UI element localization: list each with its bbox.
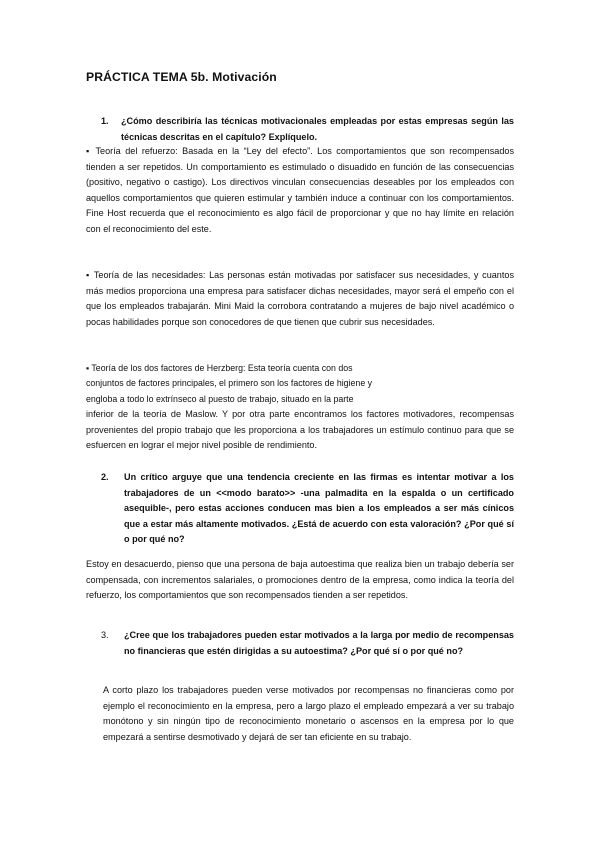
question-1 [101,114,514,145]
question-3-text: ¿Cree que los trabajadores pueden estar motivados a la larga por medio de recompensas no financieras que estén dirigidas a su autoestima? ¿Por qué sí o por qué no? [124,630,514,656]
question-1-text: ¿Cómo describiría las técnicas motivacionales empleadas por estas empresas según las técnicas descritas en el capítulo? Explíquelo. [121,116,514,142]
question-3 [101,628,514,659]
answer-1-herzberg-line-1: ▪ Teoría de los dos factores de Herzberg: Esta teoría cuenta con dos [86,363,353,373]
answer-2: Estoy en desacuerdo, pienso que una persona de baja autoestima que realiza bien un trabajo debería ser compensada, con incrementos salariales, o promociones dentro de la empresa, como indica la teoría del refuerzo, los comportamientos que son recompensados tienden a ser repetidos. [86,559,514,600]
question-1-number: 1. [101,116,109,126]
page-title: PRÁCTICA TEMA 5b. Motivación [86,70,277,84]
answer-1-refuerzo: ▪ Teoría del refuerzo: Basada en la “Ley del efecto”. Los comportamientos que son recompensados tienden a ser repetidos. Un comportamiento es estimulado o disuadido en función de las consecuencias (positivo, negativo o castigo). Los directivos vinculan consecuencias deseables por los empleados con aquellos comportamientos que quieren estimular y también induce a continuar con los comportamientos. Fine Host recuerda que el reconocimiento es algo fácil de proporcionar y que no hay límite en relación con el reconocimiento del este. [86,146,514,234]
question-2-number: 2. [101,472,109,482]
answer-3: A corto plazo los trabajadores pueden verse motivados por recompensas no financieras como por ejemplo el reconocimiento en la empresa, pero a largo plazo el empleado empezará a ver su trabajo monótono y sin ningún tipo de reconocimiento monetario o ascensos en la empresa por lo que empezará a sentirse desmotivado y dejará de ser tan eficiente en su trabajo. [103,685,514,742]
question-2-text: Un crítico arguye que una tendencia creciente en las firmas es intentar motivar a los trabajadores de un <<modo barato>> -una palmadita en la espalda o un certificado asequible-, pero estas acciones conducen mas bien a los empleados a ser más cínicos que a estar más altamente motivados. ¿Está de acuerdo con esta valoración? ¿Por qué sí o por qué no? [124,472,514,544]
question-2 [101,470,514,548]
answer-1-herzberg-line-2: conjuntos de factores principales, el primero son los factores de higiene y [86,378,373,388]
answer-1-herzberg-line-3: engloba a todo lo extrínseco al puesto de trabajo, situado en la parte [86,394,354,404]
answer-1-herzberg-rest: inferior de la teoría de Maslow. Y por otra parte encontramos los factores motivadores, recompensas provenientes del propio trabajo que les proporciona a los trabajadores un estímulo continuo para que se esfuercen en lograr el mejor nivel posible de rendimiento. [86,409,514,450]
answer-1-necesidades: ▪ Teoría de las necesidades: Las personas están motivadas por satisfacer sus necesidades, y cuantos más medios proporciona una empresa para satisfacer dichas necesidades, mayor será el empeño con el que los empleados trabajarán. Mini Maid la corrobora contratando a mujeres de bajo nivel académico o pocas habilidades porque son conocedores de que tienen que cubrir sus necesidades. [86,270,514,327]
question-3-number: 3. [101,630,109,640]
